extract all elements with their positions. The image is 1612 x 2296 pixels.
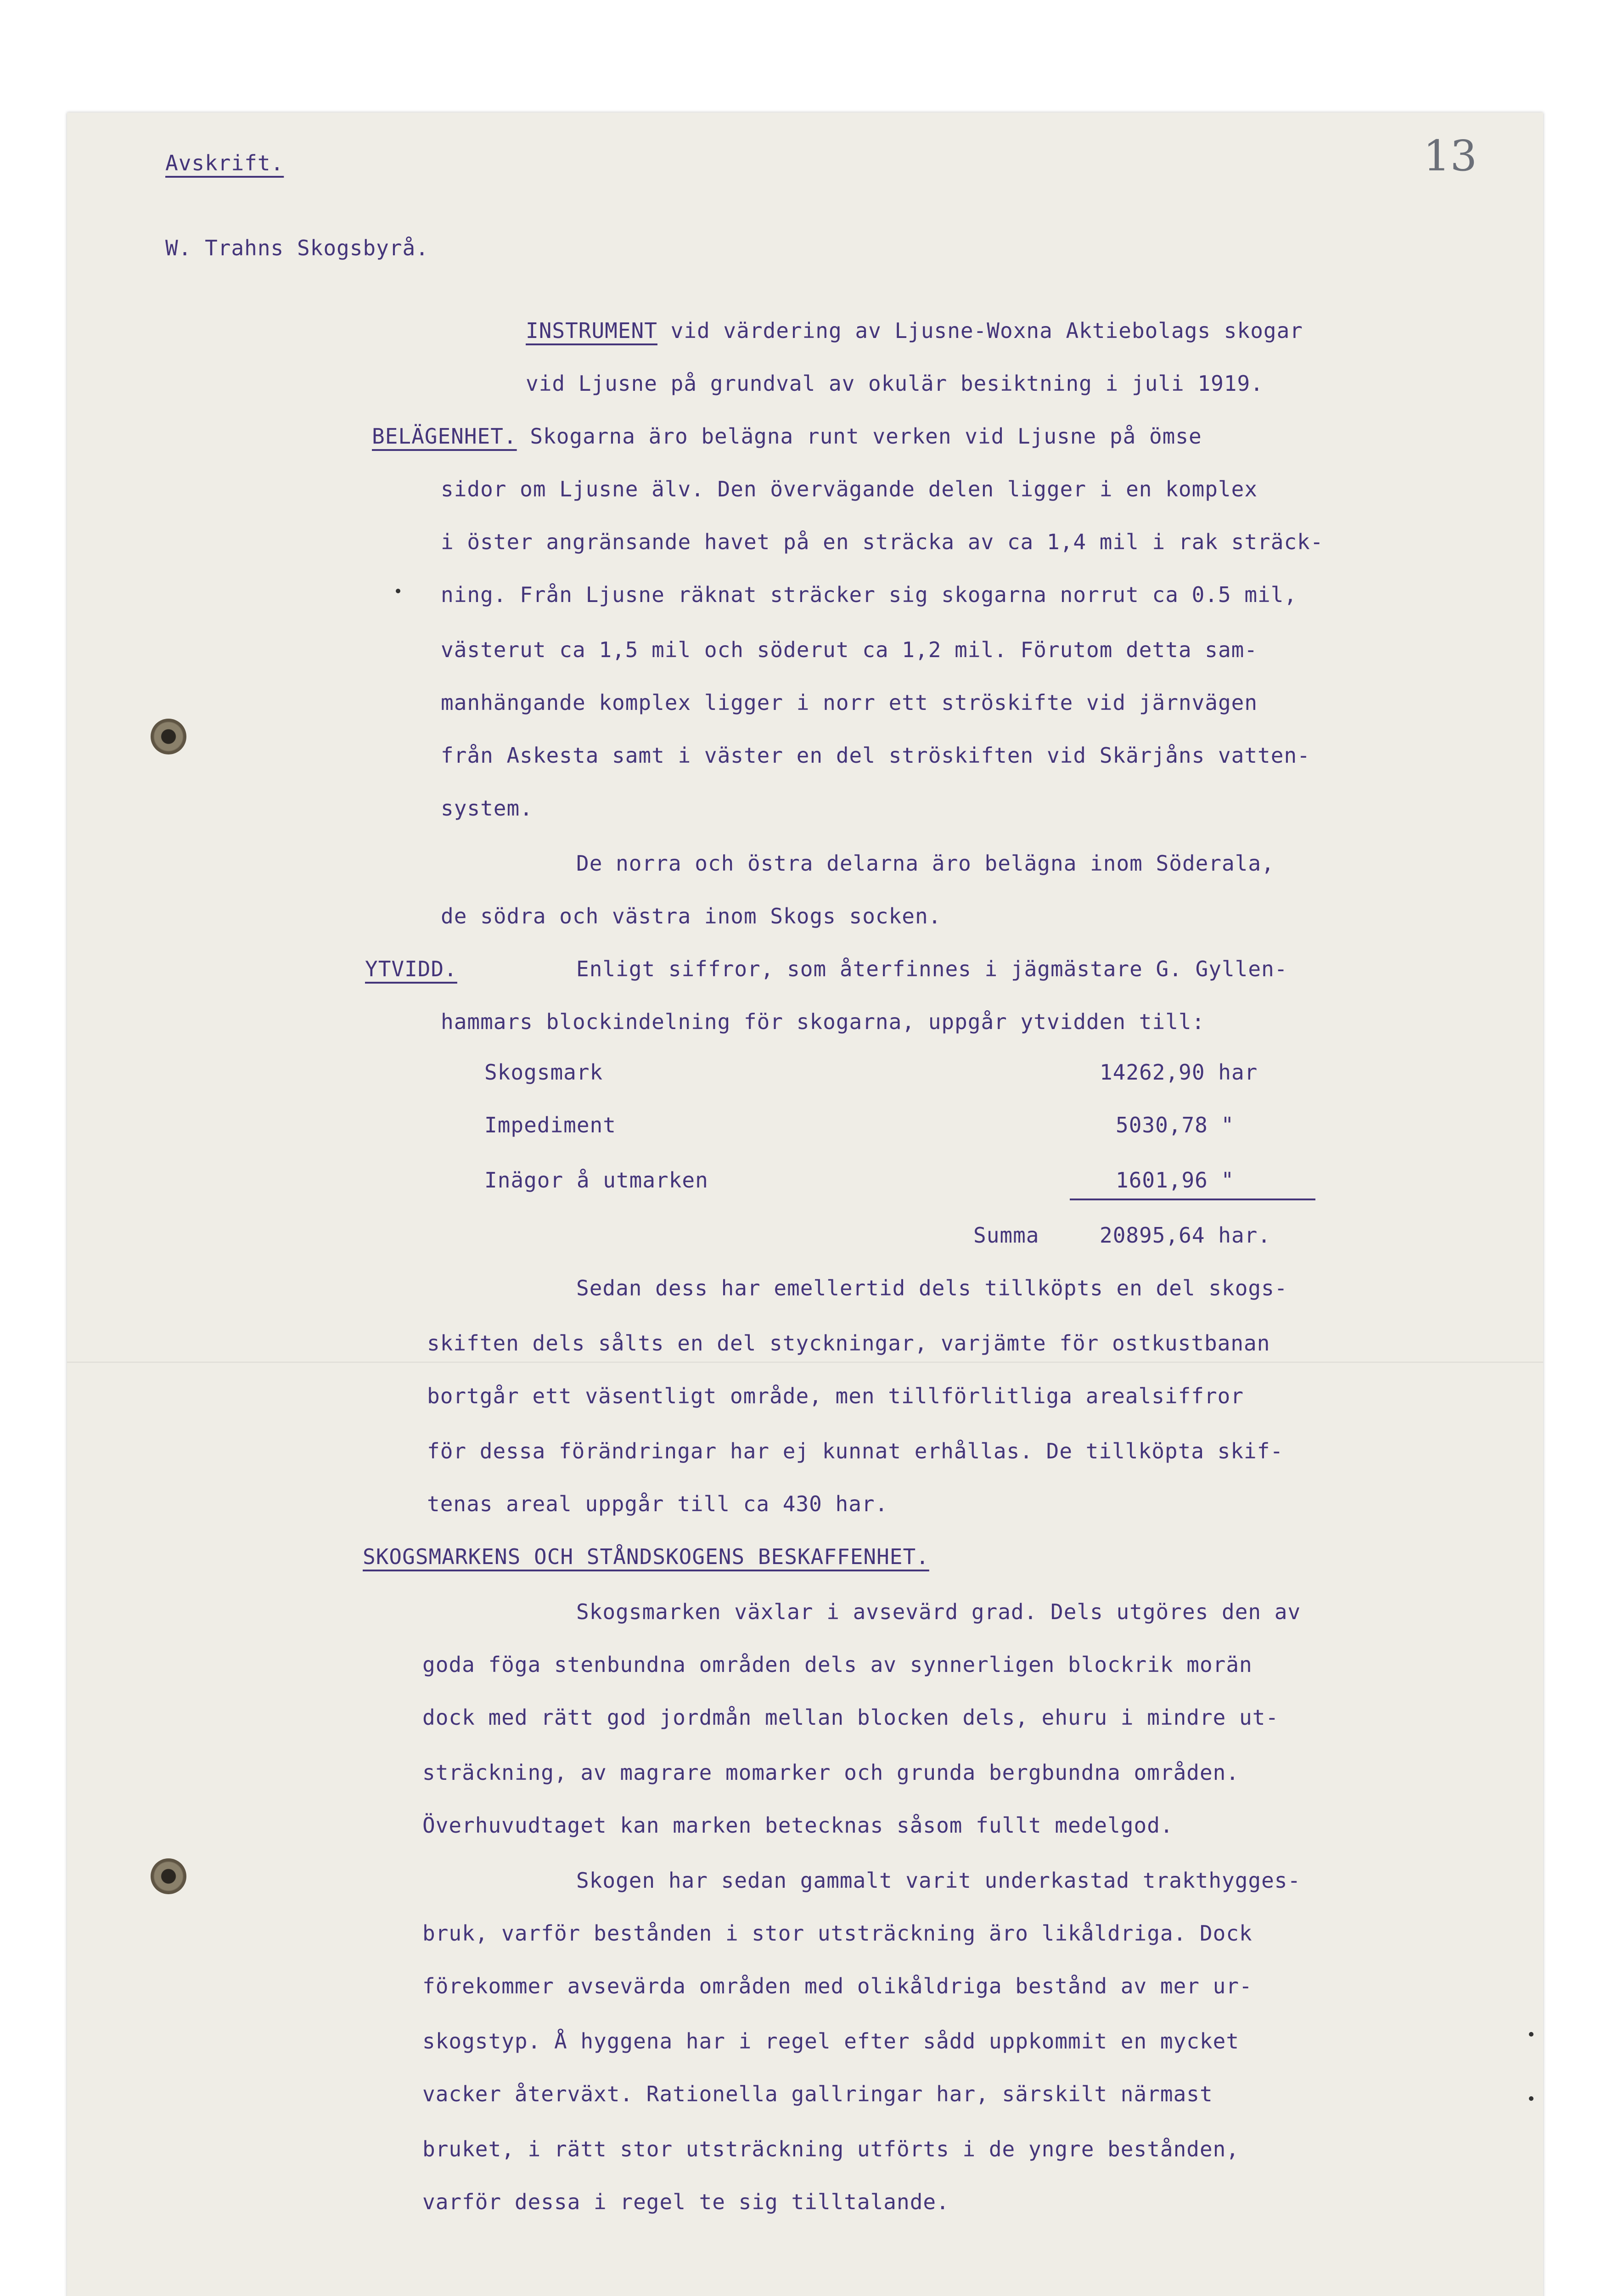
sum-label: Summa [973, 1223, 1039, 1248]
body-line: bruket, i rätt stor utsträckning utförts i de yngre bestånden, [422, 2137, 1240, 2161]
area-value: 1601,96 " [1116, 1168, 1235, 1193]
intro-line-2: vid Ljusne på grundval av okulär besiktning i juli 1919. [526, 371, 1264, 396]
page-number: 13 [1423, 131, 1477, 180]
belagenhet-heading: BELÄGENHET. [372, 424, 517, 449]
body-line: i öster angränsande havet på en sträcka av ca 1,4 mil i rak sträck- [441, 529, 1324, 554]
copy-label: Avskrift. [165, 151, 284, 175]
area-label: Skogsmark [484, 1060, 603, 1085]
body-line: Skogsmarken växlar i avsevärd grad. Dels utgöres den av [576, 1599, 1301, 1624]
body-line: tenas areal uppgår till ca 430 har. [427, 1491, 888, 1516]
ytvidd-heading: YTVIDD. [365, 957, 457, 981]
body-line: dock med rätt god jordmån mellan blocken dels, ehuru i mindre ut- [422, 1705, 1279, 1730]
binding-hole-top [151, 719, 186, 754]
instrument-heading: INSTRUMENT [526, 318, 657, 343]
body-line: manhängande komplex ligger i norr ett ströskifte vid järnvägen [441, 690, 1258, 715]
binding-hole-bottom [151, 1858, 186, 1894]
margin-mark [1529, 2096, 1533, 2101]
body-line: ning. Från Ljusne räknat sträcker sig skogarna norrut ca 0.5 mil, [441, 582, 1297, 607]
body-line: De norra och östra delarna äro belägna inom Söderala, [576, 851, 1275, 876]
bureau-name: W. Trahns Skogsbyrå. [165, 236, 429, 260]
area-label: Impediment [484, 1113, 616, 1137]
body-line: varför dessa i regel te sig tilltalande. [422, 2189, 949, 2214]
body-line: hammars blockindelning för skogarna, uppgår ytvidden till: [441, 1009, 1205, 1034]
body-line: Enligt siffror, som återfinnes i jägmästare G. Gyllen- [576, 957, 1288, 981]
body-line: bortgår ett väsentligt område, men tillförlitliga arealsiffror [427, 1384, 1244, 1408]
body-line: västerut ca 1,5 mil och söderut ca 1,2 mil. Förutom detta sam- [441, 637, 1258, 662]
sum-value: 20895,64 har. [1100, 1223, 1271, 1248]
area-label: Inägor å utmarken [484, 1168, 708, 1193]
body-line: vacker återväxt. Rationella gallringar har, särskilt närmast [422, 2082, 1213, 2106]
body-line: Skogen har sedan gammalt varit underkastad trakthygges- [576, 1868, 1301, 1893]
body-line: bruk, varför bestånden i stor utsträckning äro likåldriga. Dock [422, 1921, 1253, 1946]
margin-mark [1529, 2032, 1533, 2037]
body-line: sträckning, av magrare momarker och grunda bergbundna områden. [422, 1760, 1240, 1785]
area-value: 14262,90 har [1100, 1060, 1258, 1085]
sum-rule [1070, 1199, 1315, 1200]
body-line: sidor om Ljusne älv. Den övervägande delen ligger i en komplex [441, 477, 1258, 501]
body-line: skiften dels sålts en del styckningar, varjämte för ostkustbanan [427, 1331, 1270, 1356]
intro-line-1: INSTRUMENT vid värdering av Ljusne-Woxna Aktiebolags skogar [526, 318, 1303, 343]
body-line: goda föga stenbundna områden dels av synnerligen blockrik morän [422, 1652, 1253, 1677]
body-line: system. [441, 796, 533, 821]
body-line: för dessa förändringar har ej kunnat erhållas. De tillköpta skif- [427, 1439, 1284, 1463]
belagenhet-line-1: BELÄGENHET. Skogarna äro belägna runt verken vid Ljusne på ömse [372, 424, 1202, 449]
body-line: förekommer avsevärda områden med olikåldriga bestånd av mer ur- [422, 1974, 1253, 1998]
body-line: de södra och västra inom Skogs socken. [441, 904, 942, 929]
beskaffenhet-heading: SKOGSMARKENS OCH STÅNDSKOGENS BESKAFFENHET. [363, 1544, 929, 1569]
body-line: Överhuvudtaget kan marken betecknas såsom fullt medelgod. [422, 1813, 1174, 1838]
body-line: Sedan dess har emellertid dels tillköpts en del skogs- [576, 1276, 1288, 1300]
area-value: 5030,78 " [1116, 1113, 1235, 1137]
body-line: från Askesta samt i väster en del ströskiften vid Skärjåns vatten- [441, 743, 1310, 768]
body-line: skogstyp. Å hyggena har i regel efter sådd uppkommit en mycket [422, 2029, 1240, 2054]
margin-mark [396, 589, 400, 593]
